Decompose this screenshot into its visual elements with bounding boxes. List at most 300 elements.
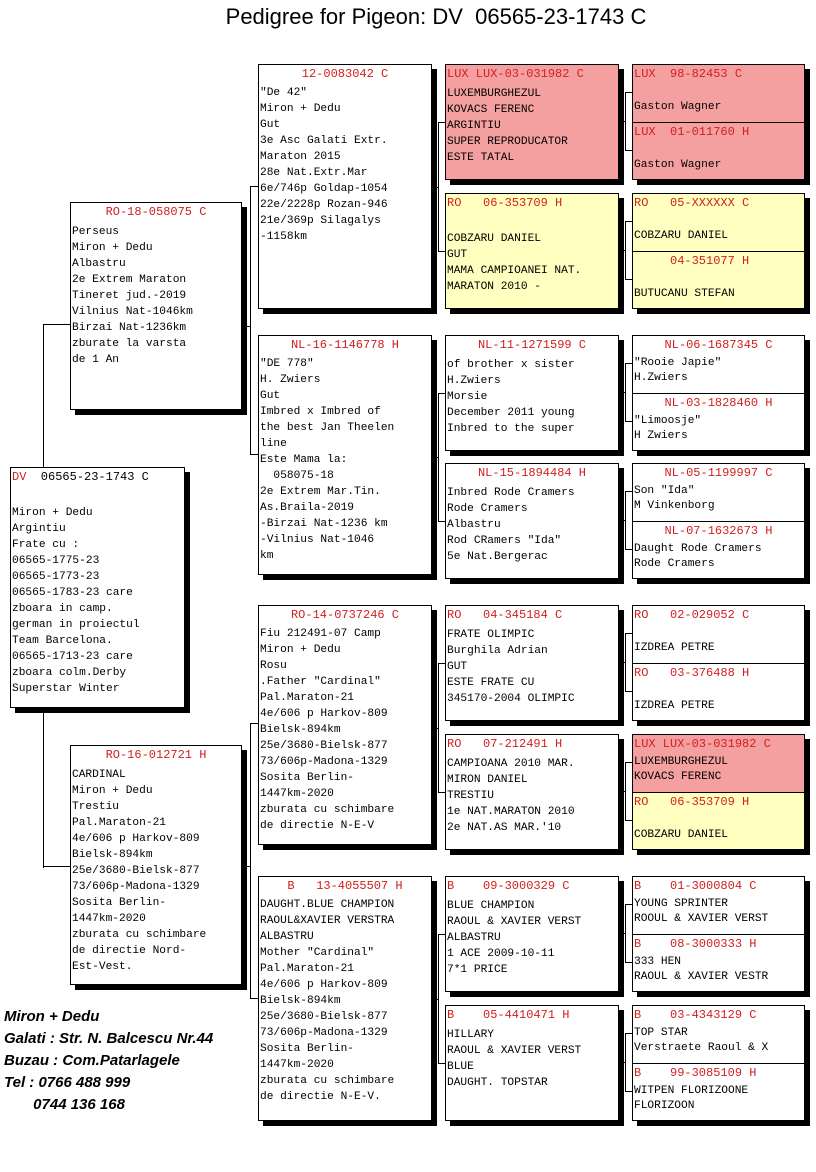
connector-line	[619, 1062, 625, 1063]
ring-number: NL-11-1271599 C	[477, 338, 587, 352]
contact-line: Tel : 0766 488 999	[4, 1074, 131, 1091]
ring-number: LUX LUX-03-031982 C	[447, 67, 584, 81]
connector-line	[625, 363, 626, 422]
detail-line: RAOUL & XAVIER VESTR	[634, 971, 769, 984]
detail-line: Frate cu :	[12, 539, 80, 551]
detail-line: WITPEN FLORIZOONE	[634, 1085, 749, 1097]
great-great-grandparents-box	[632, 876, 805, 992]
detail-line: Fiu 212491-07 Camp	[260, 628, 381, 640]
page-title: Pedigree for Pigeon: DV 06565-23-1743 C	[225, 4, 647, 29]
dam-side-cell	[633, 251, 804, 309]
pigeon-details	[633, 626, 804, 657]
subject-ring-number	[11, 468, 184, 485]
detail-line: ROOUL & XAVIER VERST	[634, 913, 769, 926]
connector-line	[625, 221, 626, 280]
detail-line: DAUGHT. TOPSTAR	[447, 1077, 548, 1089]
ring-number: B 13-4055507 H	[287, 879, 403, 893]
great-great-grandparents-box	[632, 193, 805, 309]
pigeon-details	[633, 1084, 804, 1115]
detail-line: zboara in camp.	[12, 603, 113, 615]
sire-side-cell	[633, 194, 804, 251]
ring-number: B 03-4343129 C	[634, 1008, 757, 1022]
detail-line: "DE 778"	[260, 358, 314, 370]
detail-line: Superstar Winter	[12, 683, 120, 695]
ring-number: NL-15-1894484 H	[477, 466, 587, 480]
connector-line	[438, 934, 439, 1064]
detail-line: Verstraete Raoul & X	[634, 1042, 769, 1055]
connector-line	[625, 491, 632, 492]
grandparent-box-cell	[259, 336, 431, 574]
connector-line	[250, 454, 258, 455]
pigeon-details	[446, 1027, 618, 1091]
detail-line: COBZARU DANIEL	[634, 230, 728, 243]
detail-line	[634, 684, 804, 699]
detail-line: COBZARU DANIEL	[447, 233, 541, 245]
ring-number: B 01-3000804 C	[634, 879, 757, 893]
connector-line	[242, 326, 250, 327]
detail-line: Mother "Cardinal"	[260, 947, 375, 959]
detail-line: -Birzai Nat-1236 km	[260, 518, 388, 530]
connector-line	[438, 663, 445, 664]
detail-line: 25e/3680-Bielsk-877	[260, 740, 388, 752]
detail-line: HILLARY	[447, 1029, 494, 1041]
detail-line: 25e/3680-Bielsk-877	[72, 865, 200, 877]
ring-number: B 08-3000333 H	[634, 937, 757, 951]
detail-line: TRESTIU	[447, 790, 494, 802]
detail-line: H. Zwiers	[260, 374, 321, 386]
subject-pigeon-box	[10, 467, 185, 708]
detail-line: Burghila Adrian	[447, 645, 548, 657]
detail-line: zburata cu schimbare	[72, 929, 207, 941]
detail-line: Birzai Nat-1236km	[72, 322, 187, 334]
detail-line	[634, 143, 804, 158]
detail-line: Miron + Dedu	[72, 785, 153, 797]
detail-line: Trestiu	[72, 801, 119, 813]
grandparent-box-cell	[259, 877, 431, 1120]
pigeon-details	[633, 897, 804, 928]
detail-line: 06565-1773-23	[12, 571, 100, 583]
connector-line	[619, 933, 625, 934]
detail-line: Sosita Berlin-	[72, 897, 166, 909]
connector-line	[625, 92, 626, 151]
ring-number: RO 03-376488 H	[634, 666, 750, 680]
ring-number: RO 02-029052 C	[634, 608, 750, 622]
detail-line: zburata cu schimbare	[260, 1075, 395, 1087]
ring-number: B 05-4410471 H	[447, 1008, 570, 1022]
grandparent-box	[258, 64, 432, 309]
detail-line: 06565-1713-23 care	[12, 651, 133, 663]
detail-line	[12, 489, 184, 505]
pigeon-details	[11, 489, 184, 697]
detail-line: December 2011 young	[447, 407, 575, 419]
dam-box-cell	[71, 746, 241, 984]
dam-side-cell	[633, 521, 804, 579]
detail-line: H.Zwiers	[447, 375, 501, 387]
detail-line: Argintiu	[12, 523, 66, 535]
dam-side-cell	[633, 122, 804, 180]
contact-line: Galati : Str. N. Balcescu Nr.44	[4, 1030, 214, 1047]
dam-box	[70, 745, 242, 985]
detail-line: 5e Nat.Bergerac	[447, 551, 548, 563]
great-grandparent-box	[445, 463, 619, 579]
pigeon-details	[446, 627, 618, 707]
connector-line	[250, 998, 258, 999]
grandparent-box	[258, 876, 432, 1121]
pigeon-details	[633, 813, 804, 844]
detail-line: zboara colm.Derby	[12, 667, 127, 679]
detail-line: M Vinkenborg	[634, 500, 715, 513]
detail-line: de 1 An	[72, 354, 119, 366]
pigeon-details	[633, 484, 804, 515]
detail-line: km	[260, 550, 274, 562]
detail-line: Rosu	[260, 660, 287, 672]
detail-line: 06565-1775-23	[12, 555, 100, 567]
sire-side-cell	[633, 65, 804, 122]
detail-line: Bielsk-894km	[260, 724, 341, 736]
detail-line: 4e/606 p Harkov-809	[260, 708, 388, 720]
detail-line: de directie N-E-V	[260, 820, 375, 832]
ring-number: NL-03-1828460 H	[664, 396, 773, 410]
great-grandparent-box	[445, 605, 619, 721]
connector-line	[619, 520, 625, 521]
grandparent-box-cell	[259, 606, 431, 844]
detail-line: 21e/369p Silagalys	[260, 215, 381, 227]
detail-line: "Rooie Japie"	[634, 357, 722, 369]
detail-line: ALBASTRU	[260, 931, 314, 943]
connector-line	[619, 662, 625, 663]
connector-line	[625, 691, 632, 692]
connector-line	[625, 549, 632, 550]
detail-line: MARATON 2010 -	[447, 281, 541, 293]
detail-line: Rode Cramers	[447, 503, 528, 515]
detail-line: 1 ACE 2009-10-11	[447, 948, 555, 960]
detail-line: TOP STAR	[634, 1027, 688, 1039]
pigeon-details	[633, 542, 804, 573]
pigeon-details	[633, 755, 804, 786]
great-great-grandparents-box	[632, 734, 805, 850]
sire-side-cell	[633, 336, 804, 393]
sire-box-cell	[71, 203, 241, 409]
ring-number: NL-16-1146778 H	[290, 338, 400, 352]
connector-line	[625, 962, 632, 963]
detail-line: ALBASTRU	[447, 932, 501, 944]
great-grandparent-box-cell	[446, 1006, 618, 1120]
connector-line	[438, 934, 445, 935]
detail-line: Rod CRamers "Ida"	[447, 535, 562, 547]
connector-line	[438, 1063, 445, 1064]
connector-line	[619, 791, 625, 792]
ring-number: RO 04-345184 C	[447, 608, 563, 622]
connector-line	[625, 279, 632, 280]
connector-line	[625, 633, 632, 634]
detail-line: zburata cu schimbare	[260, 804, 395, 816]
great-grandparent-box	[445, 64, 619, 180]
sire-box	[70, 202, 242, 410]
detail-line: Bielsk-894km	[72, 849, 153, 861]
detail-line: "De 42"	[260, 87, 307, 99]
detail-line: 6e/746p Goldap-1054	[260, 183, 388, 195]
ring-number: LUX 01-011760 H	[634, 125, 750, 139]
dam-side-cell	[633, 393, 804, 451]
detail-line: Inbred to the super	[447, 423, 575, 435]
detail-line: MAMA CAMPIOANEI NAT.	[447, 265, 582, 277]
pigeon-details	[633, 85, 804, 116]
ring-number: B 09-3000329 C	[447, 879, 570, 893]
connector-line	[43, 324, 70, 325]
great-grandparent-box	[445, 335, 619, 451]
pigeon-details	[71, 767, 241, 975]
great-great-grandparents-box	[632, 335, 805, 451]
pigeon-details	[71, 224, 241, 368]
connector-line	[625, 762, 632, 763]
great-great-grandparents-box	[632, 64, 805, 180]
pigeon-details	[633, 272, 804, 303]
ring-number: RO 06-353709 H	[634, 795, 750, 809]
detail-line: IZDREA PETRE	[634, 700, 715, 713]
pigeon-details	[446, 898, 618, 978]
pigeon-details	[259, 356, 431, 564]
great-grandparent-box-cell	[446, 65, 618, 179]
connector-line	[625, 491, 626, 550]
detail-line: Albastru	[72, 258, 126, 270]
breeder-contact	[4, 1006, 213, 1116]
great-great-grandparents-box	[632, 463, 805, 579]
pigeon-details	[446, 215, 618, 295]
great-grandparent-box-cell	[446, 336, 618, 450]
connector-line	[438, 393, 439, 522]
contact-line: Buzau : Com.Patarlagele	[4, 1052, 180, 1069]
detail-line: Albastru	[447, 519, 501, 531]
detail-line: 4e/606 p Harkov-809	[72, 833, 200, 845]
connector-line	[438, 521, 445, 522]
dam-side-cell	[633, 663, 804, 721]
detail-line: 3e Asc Galati Extr.	[260, 135, 388, 147]
detail-line: BLUE CHAMPION	[447, 900, 535, 912]
connector-line	[43, 866, 70, 867]
connector-line	[619, 392, 625, 393]
detail-line: ARGINTIU	[447, 120, 501, 132]
detail-line: 06565-1783-23 care	[12, 587, 133, 599]
connector-line	[625, 1033, 626, 1092]
detail-line: 1e NAT.MARATON 2010	[447, 806, 575, 818]
detail-line: BLUE	[447, 1061, 474, 1073]
detail-line: IZDREA PETRE	[634, 642, 715, 655]
ring-number: RO 07-212491 H	[447, 737, 563, 751]
great-grandparent-box-cell	[446, 464, 618, 578]
pigeon-details	[633, 143, 804, 174]
detail-line: SUPER REPRODUCATOR	[447, 136, 568, 148]
grandparent-box-cell	[259, 65, 431, 308]
detail-line: Miron + Dedu	[12, 507, 93, 519]
detail-line: MIRON DANIEL	[447, 774, 528, 786]
detail-line: of brother x sister	[447, 359, 575, 371]
ring-number: 12-0083042 C	[301, 67, 389, 81]
connector-line	[250, 723, 258, 724]
detail-line: de directie N-E-V.	[260, 1091, 381, 1103]
detail-line: Rode Cramers	[634, 558, 715, 571]
connector-line	[619, 250, 625, 251]
connector-line	[625, 904, 626, 963]
detail-line: Pal.Maraton-21	[260, 692, 354, 704]
contact-line: Miron + Dedu	[4, 1008, 100, 1025]
detail-line: Tineret jud.-2019	[72, 290, 187, 302]
detail-line: FRATE OLIMPIC	[447, 629, 535, 641]
connector-line	[625, 221, 632, 222]
pigeon-details	[259, 85, 431, 245]
ring-number: RO 06-353709 H	[447, 196, 563, 210]
connector-line	[43, 324, 44, 467]
detail-line: -Vilnius Nat-1046	[260, 534, 375, 546]
connector-line	[43, 708, 44, 868]
pigeon-details	[446, 357, 618, 437]
detail-line: Maraton 2015	[260, 151, 341, 163]
detail-line	[634, 85, 804, 100]
ring-number: B 99-3085109 H	[634, 1066, 757, 1080]
connector-line	[625, 150, 632, 151]
ring-rest: 06565-23-1743 C	[26, 470, 149, 484]
connector-line	[250, 186, 251, 454]
grandparent-box	[258, 335, 432, 575]
detail-line: 1447km-2020	[72, 913, 146, 925]
dam-side-cell	[633, 934, 804, 992]
detail-line: "Limoosje"	[634, 415, 702, 427]
great-grandparent-box-cell	[446, 194, 618, 308]
detail-line: 22e/2228p Rozan-946	[260, 199, 388, 211]
great-great-grandparents-box	[632, 605, 805, 721]
detail-line: Imbred x Imbred of	[260, 406, 381, 418]
connector-line	[625, 762, 626, 821]
dam-side-cell	[633, 792, 804, 850]
detail-line: 2e Extrem Mar.Tin.	[260, 486, 381, 498]
detail-line: 7*1 PRICE	[447, 964, 508, 976]
sire-side-cell	[633, 606, 804, 663]
detail-line: 345170-2004 OLIMPIC	[447, 693, 575, 705]
detail-line	[634, 214, 804, 229]
detail-line: Miron + Dedu	[260, 103, 341, 115]
connector-line	[250, 186, 258, 187]
detail-line	[634, 813, 804, 828]
detail-line: DAUGHT.BLUE CHAMPION	[260, 899, 395, 911]
detail-line: H.Zwiers	[634, 372, 688, 385]
detail-line: Perseus	[72, 226, 119, 238]
detail-line: ESTE FRATE CU	[447, 677, 535, 689]
detail-line: RAOUL&XAVIER VERSTRA	[260, 915, 395, 927]
pigeon-details	[633, 1026, 804, 1057]
detail-line: 2e Extrem Maraton	[72, 274, 187, 286]
sire-side-cell	[633, 877, 804, 934]
detail-line: Est-Vest.	[72, 961, 133, 973]
connector-line	[625, 92, 632, 93]
detail-line: Pal.Maraton-21	[260, 963, 354, 975]
pigeon-details	[259, 626, 431, 834]
great-grandparent-box-cell	[446, 735, 618, 849]
great-grandparent-box	[445, 1005, 619, 1121]
connector-line	[438, 122, 439, 252]
ring-number: RO-14-0737246 C	[290, 608, 400, 622]
detail-line: GUT	[447, 249, 468, 261]
connector-line	[625, 363, 632, 364]
connector-line	[432, 999, 438, 1000]
detail-line: Pal.Maraton-21	[72, 817, 166, 829]
pigeon-details	[259, 897, 431, 1105]
detail-line: line	[260, 438, 287, 450]
detail-line: As.Braila-2019	[260, 502, 354, 514]
detail-line: 4e/606 p Harkov-809	[260, 979, 388, 991]
pigeon-details	[633, 214, 804, 245]
detail-line: Morsie	[447, 391, 488, 403]
detail-line: Vilnius Nat-1046km	[72, 306, 193, 318]
detail-line: 058075-18	[260, 470, 334, 482]
detail-line	[634, 626, 804, 641]
connector-line	[619, 121, 625, 122]
detail-line: 28e Nat.Extr.Mar	[260, 167, 368, 179]
detail-line: german in proiectul	[12, 619, 140, 631]
detail-line: 1447km-2020	[260, 788, 334, 800]
contact-line: 0744 136 168	[4, 1096, 125, 1113]
detail-line: Daught Rode Cramers	[634, 543, 762, 555]
detail-line: 25e/3680-Bielsk-877	[260, 1011, 388, 1023]
detail-line: 73/606p-Madona-1329	[260, 756, 388, 768]
detail-line: Gut	[260, 119, 281, 131]
ring-number: RO-16-012721 H	[105, 748, 207, 762]
detail-line: RAOUL & XAVIER VERST	[447, 916, 582, 928]
detail-line: Inbred Rode Cramers	[447, 487, 575, 499]
detail-line: Miron + Dedu	[72, 242, 153, 254]
detail-line: -1158km	[260, 231, 307, 243]
connector-line	[438, 122, 445, 123]
detail-line: LUXEMBURGHEZUL	[634, 756, 728, 768]
detail-line: de directie Nord-	[72, 945, 187, 957]
detail-line: Este Mama la:	[260, 454, 348, 466]
detail-line: YOUNG SPRINTER	[634, 898, 728, 910]
dam-side-cell	[633, 1063, 804, 1121]
pigeon-details	[446, 756, 618, 836]
ring-number: NL-05-1199997 C	[664, 466, 773, 480]
detail-line: GUT	[447, 661, 468, 673]
detail-line: RAOUL & XAVIER VERST	[447, 1045, 582, 1057]
connector-line	[625, 1091, 632, 1092]
detail-line: KOVACS FERENC	[634, 771, 722, 784]
detail-line: CAMPIOANA 2010 MAR.	[447, 758, 575, 770]
ring-number: NL-07-1632673 H	[664, 524, 773, 538]
connector-line	[438, 792, 445, 793]
ring-number: RO 05-XXXXXX C	[634, 196, 750, 210]
connector-line	[438, 251, 445, 252]
great-great-grandparents-box	[632, 1005, 805, 1121]
detail-line: 2e NAT.AS MAR.'10	[447, 822, 562, 834]
pigeon-details	[633, 955, 804, 986]
sire-side-cell	[633, 1006, 804, 1063]
detail-line: H Zwiers	[634, 430, 688, 443]
detail-line: Gut	[260, 390, 281, 402]
detail-line: CARDINAL	[72, 769, 126, 781]
connector-line	[432, 187, 438, 188]
connector-line	[625, 421, 632, 422]
connector-line	[250, 723, 251, 999]
detail-line: Gaston Wagner	[634, 159, 722, 172]
ring-prefix: DV	[12, 470, 27, 484]
detail-line: Miron + Dedu	[260, 644, 341, 656]
detail-line	[634, 272, 804, 287]
connector-line	[625, 820, 632, 821]
great-grandparent-box	[445, 876, 619, 992]
great-grandparent-box-cell	[446, 606, 618, 720]
detail-line: 333 HEN	[634, 956, 681, 968]
great-grandparent-box	[445, 193, 619, 309]
detail-line: Gaston Wagner	[634, 101, 722, 114]
connector-line	[625, 1033, 632, 1034]
ring-number: LUX LUX-03-031982 C	[634, 737, 771, 751]
